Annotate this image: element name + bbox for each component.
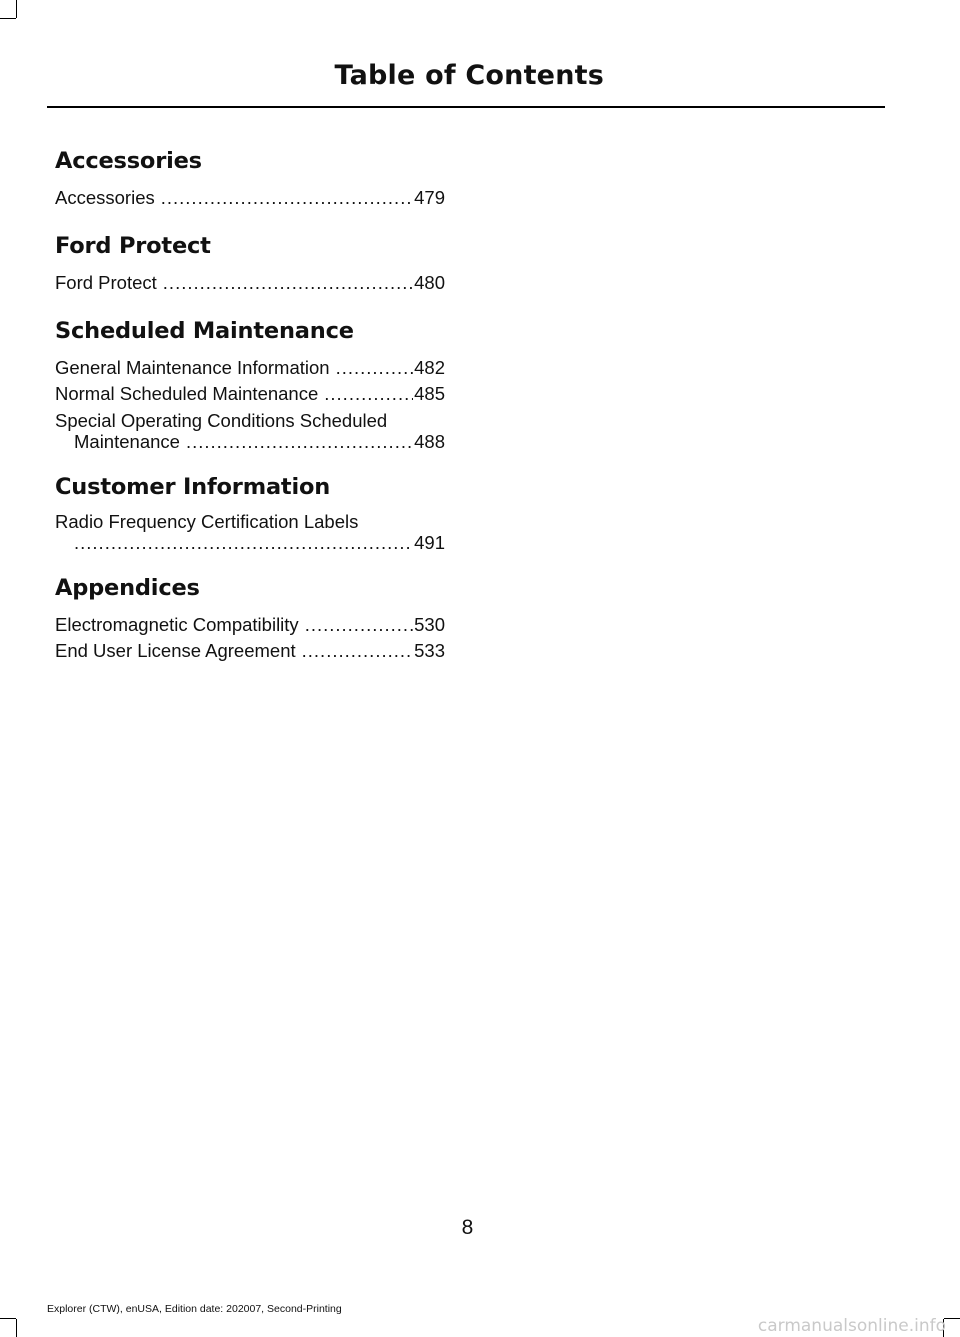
toc-entry-end-user-license[interactable] <box>55 638 445 664</box>
entry-page: 530 <box>414 614 445 635</box>
dot-leader <box>163 270 413 296</box>
table-of-contents <box>55 144 445 682</box>
entry-page: 480 <box>414 272 445 293</box>
toc-entry-general-maintenance[interactable] <box>55 355 445 381</box>
section-heading: Ford Protect <box>55 233 211 259</box>
dot-leader <box>336 355 414 381</box>
toc-entry-electromagnetic-compatibility[interactable] <box>55 612 445 638</box>
section-heading: Appendices <box>55 575 200 601</box>
entry-label: End User License Agreement <box>55 640 296 661</box>
page-number: 8 <box>461 1216 474 1239</box>
entry-page: 491 <box>414 532 445 553</box>
dot-leader <box>74 532 413 553</box>
crop-mark <box>944 1318 960 1319</box>
dot-leader <box>324 381 413 407</box>
entry-page: 479 <box>414 187 445 208</box>
entry-continuation <box>55 431 445 452</box>
entry-label: Electromagnetic Compatibility <box>55 614 299 635</box>
toc-section-customer-information <box>55 470 445 553</box>
toc-entry-special-operating-conditions[interactable] <box>55 410 445 452</box>
entry-label: Accessories <box>55 187 155 208</box>
entry-label: Special Operating Conditions Scheduled <box>55 410 388 431</box>
section-heading: Scheduled Maintenance <box>55 318 354 344</box>
toc-entry-ford-protect[interactable] <box>55 270 445 296</box>
entry-label: General Maintenance Information <box>55 357 330 378</box>
page-title: Table of Contents <box>334 60 604 91</box>
section-heading: Accessories <box>55 148 202 174</box>
toc-entry-accessories[interactable] <box>55 185 445 211</box>
toc-section-scheduled-maintenance <box>55 314 445 452</box>
dot-leader <box>186 431 413 452</box>
entry-label: Normal Scheduled Maintenance <box>55 383 319 404</box>
dot-leader <box>161 185 413 211</box>
crop-mark <box>0 18 16 19</box>
entry-page: 482 <box>414 357 445 378</box>
entry-page: 533 <box>414 640 445 661</box>
toc-entry-normal-scheduled-maintenance[interactable] <box>55 381 445 407</box>
crop-mark <box>0 1318 16 1319</box>
dot-leader <box>302 638 413 664</box>
entry-label: Ford Protect <box>55 272 157 293</box>
dot-leader <box>305 612 413 638</box>
footer-edition-info: Explorer (CTW), enUSA, Edition date: 202007, Second-Printing <box>47 1303 342 1315</box>
crop-mark <box>16 0 17 18</box>
entry-page: 488 <box>414 431 445 452</box>
toc-section-appendices <box>55 571 445 664</box>
entry-label: Maintenance <box>74 431 180 452</box>
toc-section-ford-protect <box>55 229 445 296</box>
header-rule <box>47 106 885 108</box>
section-heading: Customer Information <box>55 474 331 500</box>
entry-label: Radio Frequency Certification Labels <box>55 511 359 532</box>
entry-continuation <box>55 532 445 553</box>
toc-section-accessories <box>55 144 445 211</box>
crop-mark <box>16 1319 17 1337</box>
watermark: carmanualsonline.info <box>757 1316 946 1336</box>
entry-page: 485 <box>414 383 445 404</box>
toc-entry-radio-frequency[interactable] <box>55 511 445 553</box>
